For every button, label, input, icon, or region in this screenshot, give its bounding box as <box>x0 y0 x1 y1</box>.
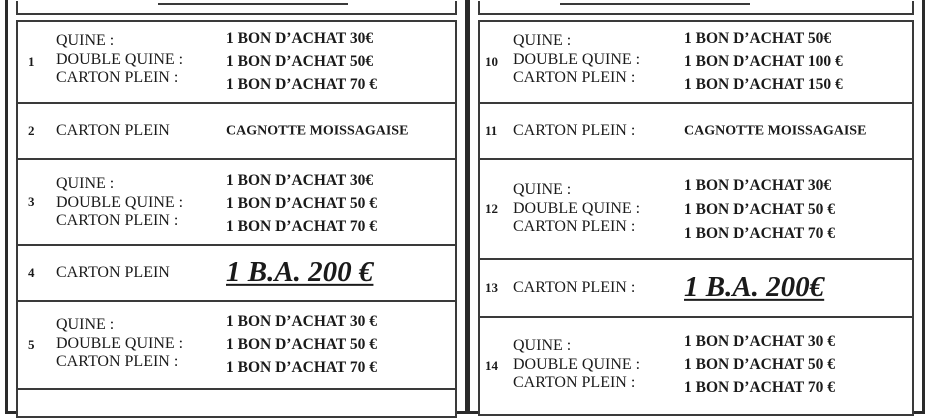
quine-prize: 1 BON D’ACHAT 30€ <box>684 177 832 194</box>
quine-label: QUINE : <box>513 32 572 49</box>
quine-label: QUINE : <box>513 181 572 198</box>
quine-prize: 1 BON D’ACHAT 50€ <box>684 30 832 47</box>
carton-plein-prize: 1 BON D’ACHAT 70 € <box>226 76 377 93</box>
left-column <box>5 0 468 414</box>
carton-plein-prize: CAGNOTTE MOISSAGAISE <box>226 123 409 139</box>
carton-plein-label: CARTON PLEIN : <box>56 353 179 370</box>
table-row <box>16 102 457 160</box>
previous-prize-underline <box>560 3 750 5</box>
carton-plein-prize: 1 BON D’ACHAT 70 € <box>226 359 377 376</box>
table-row <box>16 244 457 302</box>
right-column <box>467 0 925 414</box>
table-row <box>16 20 457 104</box>
table-row <box>16 158 457 246</box>
table-row <box>478 316 914 416</box>
carton-plein-label: CARTON PLEIN <box>56 122 170 139</box>
carton-plein-label: CARTON PLEIN <box>56 264 170 281</box>
game-number: 14 <box>485 358 498 373</box>
table-row <box>478 258 914 318</box>
double-quine-label: DOUBLE QUINE : <box>513 356 641 373</box>
double-quine-prize: 1 BON D’ACHAT 50 € <box>226 195 377 212</box>
game-number: 12 <box>485 201 498 216</box>
quine-label: QUINE : <box>56 175 115 192</box>
double-quine-label: DOUBLE QUINE : <box>56 194 184 211</box>
game-number: 10 <box>485 54 498 69</box>
double-quine-label: DOUBLE QUINE : <box>56 51 184 68</box>
previous-prize-underline <box>158 3 348 5</box>
quine-prize: 1 BON D’ACHAT 30€ <box>226 30 374 47</box>
game-number: 1 <box>28 54 35 69</box>
double-quine-prize: 1 BON D’ACHAT 50 € <box>226 336 377 353</box>
quine-label: QUINE : <box>56 316 115 333</box>
game-number: 11 <box>485 123 498 138</box>
next-row-stub <box>16 388 457 418</box>
previous-row-stub <box>16 1 457 15</box>
double-quine-prize: 1 BON D’ACHAT 50 € <box>684 356 835 373</box>
game-number: 3 <box>28 194 35 209</box>
carton-plein-prize: 1 B.A. 200€ <box>684 270 825 303</box>
carton-plein-label: CARTON PLEIN : <box>513 279 636 296</box>
carton-plein-label: CARTON PLEIN : <box>56 69 179 86</box>
quine-prize: 1 BON D’ACHAT 30€ <box>226 172 374 189</box>
carton-plein-label: CARTON PLEIN : <box>56 212 179 229</box>
carton-plein-label: CARTON PLEIN : <box>513 122 636 139</box>
double-quine-label: DOUBLE QUINE : <box>513 200 641 217</box>
game-number: 4 <box>28 265 35 280</box>
game-number: 2 <box>28 123 35 138</box>
game-number: 5 <box>28 337 35 352</box>
table-row <box>478 102 914 160</box>
carton-plein-label: CARTON PLEIN : <box>513 374 636 391</box>
quine-prize: 1 BON D’ACHAT 30 € <box>226 313 377 330</box>
carton-plein-label: CARTON PLEIN : <box>513 218 636 235</box>
carton-plein-prize: 1 BON D’ACHAT 70 € <box>684 379 835 396</box>
carton-plein-prize: 1 BON D’ACHAT 70 € <box>226 218 377 235</box>
carton-plein-prize: 1 B.A. 200 € <box>226 255 374 288</box>
double-quine-label: DOUBLE QUINE : <box>56 335 184 352</box>
carton-plein-label: CARTON PLEIN : <box>513 69 636 86</box>
carton-plein-prize: 1 BON D’ACHAT 70 € <box>684 225 835 242</box>
quine-label: QUINE : <box>513 337 572 354</box>
game-number: 13 <box>485 280 498 295</box>
previous-row-stub <box>478 1 914 15</box>
double-quine-prize: 1 BON D’ACHAT 100 € <box>684 53 843 70</box>
quine-label: QUINE : <box>56 32 115 49</box>
carton-plein-prize: 1 BON D’ACHAT 150 € <box>684 76 843 93</box>
carton-plein-prize: CAGNOTTE MOISSAGAISE <box>684 123 867 139</box>
double-quine-prize: 1 BON D’ACHAT 50 € <box>684 201 835 218</box>
quine-prize: 1 BON D’ACHAT 30 € <box>684 333 835 350</box>
table-row <box>16 300 457 390</box>
double-quine-label: DOUBLE QUINE : <box>513 51 641 68</box>
table-row <box>478 20 914 104</box>
double-quine-prize: 1 BON D’ACHAT 50€ <box>226 53 374 70</box>
table-row <box>478 158 914 260</box>
